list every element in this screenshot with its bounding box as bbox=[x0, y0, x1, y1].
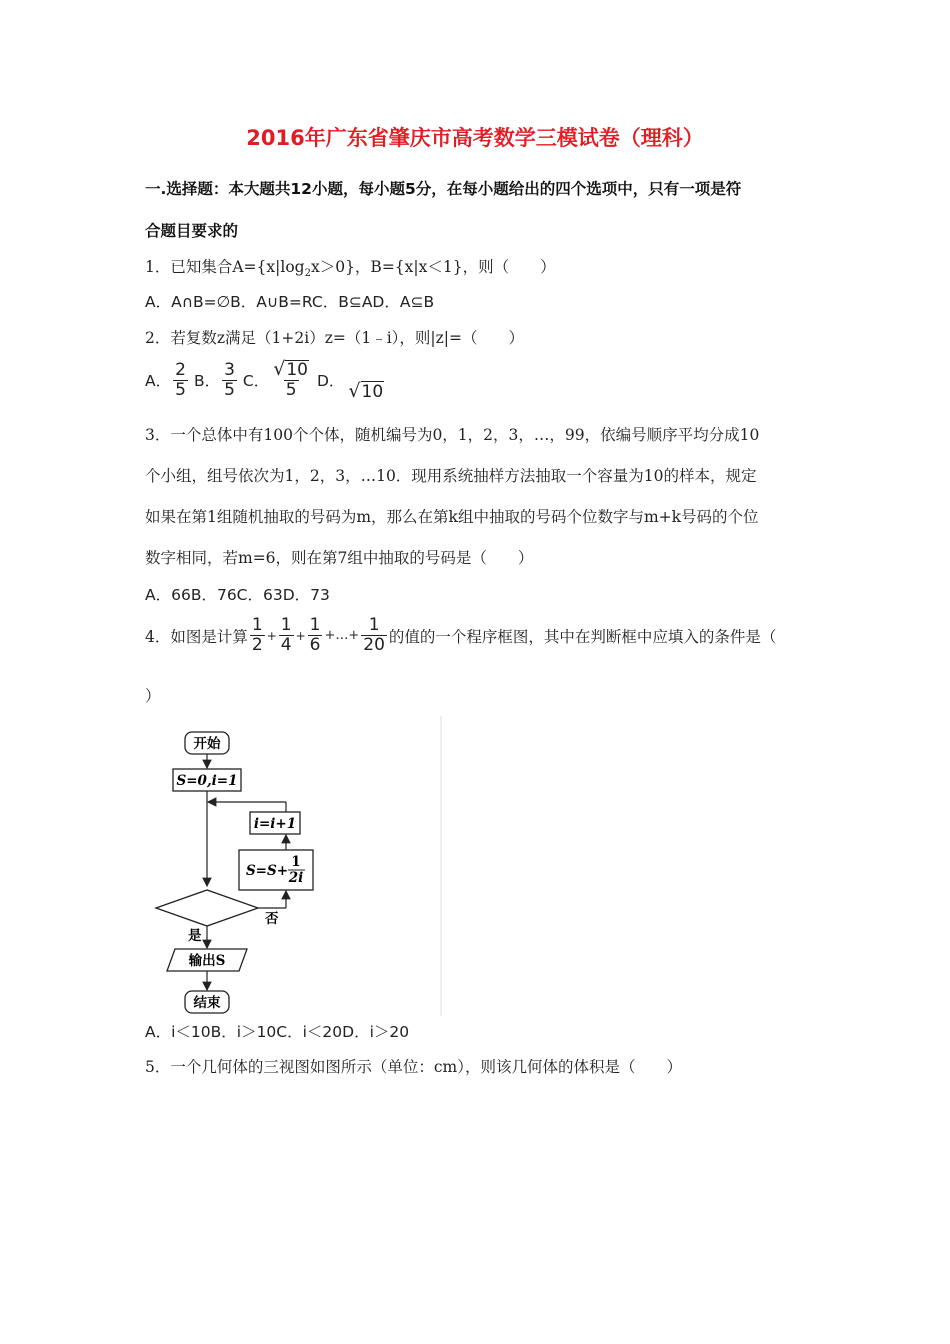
ellipsis-plus: +…+ bbox=[324, 628, 360, 643]
yes-label: 是 bbox=[188, 928, 202, 944]
question-3-line-4: 数字相同，若m=6，则在第7组中抽取的号码是（ ） bbox=[145, 549, 534, 567]
sum-term-1-numerator: 1 bbox=[251, 615, 263, 635]
question-3-line-3: 如果在第1组随机抽取的号码为m，那么在第k组中抽取的号码个位数字与m+k号码的个位 bbox=[145, 508, 759, 526]
option-c-radicand: 10 bbox=[286, 360, 308, 380]
option-c-fraction bbox=[271, 360, 311, 400]
question-4-suffix: 的值的一个程序框图，其中在判断框中应填入的条件是（ bbox=[388, 627, 777, 646]
flowchart bbox=[143, 716, 443, 1016]
increment-label: i=i+1 bbox=[253, 816, 297, 832]
update-numerator: 1 bbox=[291, 854, 301, 870]
no-label: 否 bbox=[265, 911, 279, 927]
option-d-radicand: 10 bbox=[361, 382, 384, 402]
sum-term-1-denominator: 2 bbox=[251, 635, 263, 655]
question-4-prefix: 4．如图是计算 bbox=[145, 627, 248, 646]
question-2-options bbox=[145, 358, 384, 402]
sum-term-last-denominator: 20 bbox=[363, 635, 385, 655]
question-2-stem: 2．若复数z满足（1+2i）z=（1﹣i），则|z|=（ ） bbox=[145, 329, 525, 347]
question-3-options: A．66B．76C．63D．73 bbox=[145, 586, 330, 604]
option-b-numerator: 3 bbox=[224, 359, 235, 380]
option-a-numerator: 2 bbox=[175, 359, 186, 380]
option-b-label: B． bbox=[193, 372, 221, 390]
start-label: 开始 bbox=[193, 736, 221, 752]
sum-term-3-numerator: 1 bbox=[309, 615, 321, 635]
question-4-stem bbox=[145, 616, 776, 655]
sum-term-2-denominator: 4 bbox=[280, 635, 292, 655]
plus-sign: + bbox=[266, 628, 277, 643]
sqrt-radical-sign: √ bbox=[273, 358, 286, 380]
log-subscript: 2 bbox=[304, 268, 311, 280]
question-4-close-paren: ） bbox=[145, 687, 161, 705]
option-a-denominator: 5 bbox=[175, 379, 186, 400]
update-denominator: 2i bbox=[288, 870, 304, 886]
section-heading-line2: 合题目要求的 bbox=[145, 222, 239, 240]
question-1-stem-b: x＞0}，B={x|x＜1}，则（ ） bbox=[310, 258, 556, 276]
option-d-sqrt bbox=[348, 380, 384, 402]
sum-term-1 bbox=[250, 616, 265, 655]
sum-term-2-numerator: 1 bbox=[280, 615, 292, 635]
decision-diamond bbox=[156, 890, 258, 926]
option-c-numerator bbox=[271, 360, 311, 380]
option-a-fraction bbox=[173, 361, 188, 400]
sum-term-last bbox=[361, 616, 387, 655]
question-4-options: A．i＜10B．i＞10C．i＜20D．i＞20 bbox=[145, 1023, 410, 1041]
question-1-stem bbox=[145, 255, 556, 279]
option-c-label: C． bbox=[242, 372, 270, 390]
page-title: 2016年广东省肇庆市高考数学三模试卷（理科） bbox=[246, 126, 704, 150]
option-b-denominator: 5 bbox=[224, 379, 235, 400]
option-a-label: A． bbox=[145, 372, 172, 390]
option-b-fraction bbox=[222, 361, 237, 400]
question-3-line-2: 个小组，组号依次为1，2，3，…10．现用系统抽样方法抽取一个容量为10的样本，规定 bbox=[145, 467, 757, 485]
question-1-stem-a: 1．已知集合A={x|log bbox=[145, 258, 305, 276]
question-1-options: A．A∩B=∅B．A∪B=RC．B⊆AD．A⊆B bbox=[145, 293, 435, 311]
output-label: 输出S bbox=[188, 953, 226, 969]
option-c-denominator: 5 bbox=[285, 380, 297, 400]
plus-sign: + bbox=[295, 628, 306, 643]
question-5-stem: 5．一个几何体的三视图如图所示（单位：cm），则该几何体的体积是（ ） bbox=[145, 1058, 682, 1076]
end-label: 结束 bbox=[193, 995, 221, 1011]
sum-term-3-denominator: 6 bbox=[309, 635, 321, 655]
sqrt-radical-sign: √ bbox=[348, 380, 361, 402]
sum-term-3 bbox=[308, 616, 323, 655]
sum-term-last-numerator: 1 bbox=[368, 615, 380, 635]
question-3-line-1: 3．一个总体中有100个个体，随机编号为0，1，2，3，…，99，依编号顺序平均分成10 bbox=[145, 426, 760, 444]
section-heading-line1: 一.选择题：本大题共12小题，每小题5分，在每小题给出的四个选项中，只有一项是符 bbox=[145, 180, 742, 198]
init-label: S=0,i=1 bbox=[176, 773, 238, 789]
sum-term-2 bbox=[279, 616, 294, 655]
update-prefix: S=S+ bbox=[245, 863, 289, 879]
option-d-label: D． bbox=[316, 372, 345, 390]
